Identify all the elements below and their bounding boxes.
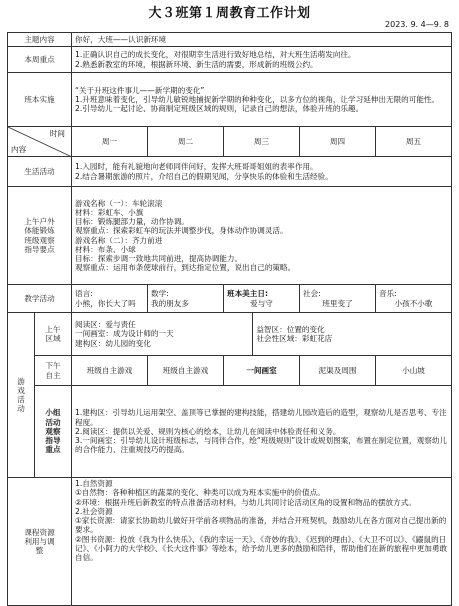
morning-label-line: 区域 bbox=[45, 334, 61, 343]
area-item: 一间画室：成为设计师的一天 bbox=[75, 329, 174, 339]
resources-label-line: 整 bbox=[35, 546, 44, 556]
life-line: 2.结合暑期旅游的照片，介绍自己的假期见闻，分享快乐的体验和生活经验。 bbox=[75, 171, 333, 181]
life-line: 1.入园时，能有礼貌地向老师同伴问好，发挥大班哥哥姐姐的表率作用。 bbox=[75, 162, 318, 172]
teaching-content: 班里变了 bbox=[322, 298, 353, 308]
group-focus-label-line: 指导 bbox=[45, 436, 61, 446]
row-focus bbox=[8, 47, 452, 73]
outdoor-label-line: 指导要点 bbox=[24, 244, 55, 254]
morning-areas-left bbox=[72, 313, 253, 355]
resources-line: 1.自然资源 bbox=[75, 479, 113, 488]
outdoor-label-line: 班级观察 bbox=[24, 235, 55, 245]
teaching-thu bbox=[300, 285, 376, 313]
focus-line: 2.熟悉新教室的环境，根据新环境、新生活的需要，形成新的班级公约。 bbox=[75, 59, 318, 69]
area-item: 建构区：幼儿园的变化 bbox=[75, 338, 151, 348]
class-impl-line: “关于升班这件事儿——新学期的变化” bbox=[75, 85, 205, 95]
row-games-focus bbox=[8, 386, 452, 478]
teaching-content: 我的朋友多 bbox=[151, 298, 189, 308]
area-item: 阅读区：爱与责任 bbox=[75, 320, 136, 330]
group-focus-line: 3.一间画室：引导幼儿设计班级标志，与同伴合作，绘“班级规则”设计或规划图案，布置在制定位置，观察幼儿的合作能力、注重规技巧的提高。 bbox=[75, 436, 448, 455]
outdoor-line: 观察重点：运用布条使球前行，到达指定位置，说出自己的策略。 bbox=[75, 263, 296, 273]
time-content-corner bbox=[8, 127, 72, 157]
group-focus-label bbox=[35, 386, 72, 478]
area-item: 社会性区域：彩虹花店 bbox=[256, 334, 333, 343]
outdoor-line: 材料：布条、小球 bbox=[75, 244, 136, 254]
row-games-afternoon bbox=[8, 356, 452, 386]
row-life bbox=[8, 157, 452, 187]
teaching-wed bbox=[224, 285, 300, 313]
day-header-wed: 周三 bbox=[224, 127, 300, 157]
theme-label: 主题内容 bbox=[8, 33, 72, 47]
outdoor-label bbox=[8, 187, 72, 285]
teaching-content: 小熊，你长大了吗 bbox=[75, 298, 136, 308]
resources-label-line: 课程资源 bbox=[24, 527, 55, 537]
outdoor-line: 观察重点：探索彩虹车的玩法并调整步伐，身体动作协调灵活。 bbox=[75, 226, 288, 236]
focus-line: 1.正确认识自己的成长变化，对很期幸生活进行致好地总结，对大班生活萌发向往。 bbox=[75, 50, 356, 60]
life-label: 生活活动 bbox=[8, 157, 72, 187]
morning-areas bbox=[72, 313, 452, 356]
row-teaching bbox=[8, 285, 452, 313]
focus-text bbox=[72, 47, 452, 73]
resources-line: 2.社会资源 bbox=[75, 506, 113, 516]
day-header-thu: 周四 bbox=[300, 127, 376, 157]
weekly-plan-table bbox=[7, 32, 452, 606]
time-label: 时间 bbox=[49, 129, 65, 138]
day-header-mon: 周一 bbox=[72, 127, 148, 157]
morning-areas-split bbox=[72, 313, 451, 355]
outdoor-line: 游戏名称（二）：齐力前进 bbox=[75, 235, 163, 245]
afternoon-fri: 小山坡 bbox=[376, 356, 452, 386]
outdoor-line: 游戏名称（一）：车轮滚滚 bbox=[75, 198, 163, 208]
teaching-subject: 音乐: bbox=[379, 289, 397, 299]
resources-text bbox=[72, 478, 452, 606]
teaching-mon bbox=[72, 285, 148, 313]
resources-label-line: 利用与调 bbox=[24, 536, 55, 546]
morning-label bbox=[35, 313, 72, 356]
outdoor-label-line: 上午户外 bbox=[24, 217, 55, 226]
row-class-impl bbox=[8, 73, 452, 127]
outdoor-label-line: 体能锻炼 bbox=[24, 226, 55, 236]
teaching-fri bbox=[376, 285, 452, 313]
focus-label: 本周重点 bbox=[8, 47, 72, 73]
outdoor-line: 目标：锻炼腿部力量，动作协调。 bbox=[75, 217, 189, 226]
afternoon-mon: 班级自主游戏 bbox=[72, 356, 148, 386]
page-title: 大３班第１周教育工作计划 bbox=[148, 6, 311, 21]
games-group-label-char: 游 bbox=[17, 376, 25, 386]
day-header-fri: 周五 bbox=[376, 127, 452, 157]
group-focus-text bbox=[72, 386, 452, 478]
afternoon-label-line: 自主 bbox=[45, 370, 61, 380]
resources-line: ①家长资源：请家长协助幼儿做好开学前各项物品的准备，并结合开班契机，鼓励幼儿在各方面对自己提出新的要求。 bbox=[75, 516, 447, 535]
group-focus-line: 2.阅读区：提供以关爱、规则为核心的绘本，让幼儿在阅读中体验责任和义务。 bbox=[75, 426, 341, 436]
theme-text: 你好，大班——认识新环境 bbox=[72, 33, 452, 47]
group-focus-label-line: 活动 bbox=[45, 417, 61, 427]
resources-line: ②图书资源：投放《我为什么快乐》、《我的幸运一天》、《奇妙的我》、《迟到的理由》、《大卫不可以》、《鼹鼠的日记》、《小阿力的大学校》、《长大这件事》等绘本，给予幼儿更多的鼓励和陪伴，帮助他们在新的旅程中更加勇敢自信。 bbox=[75, 534, 448, 562]
teaching-tue bbox=[148, 285, 224, 313]
morning-areas-right bbox=[253, 313, 451, 355]
outdoor-line: 目标：探索步调一致地共同前进，提高协调能力。 bbox=[75, 254, 243, 263]
group-focus-line: 1.建构区：引导幼儿运用架空、盖顶等已掌握的建构技能，搭建幼儿园改造后的造型，观察幼儿是否思考、专注程度。 bbox=[75, 408, 447, 427]
area-item: 益智区：位置的变化 bbox=[256, 324, 325, 334]
day-header-tue: 周二 bbox=[148, 127, 224, 157]
teaching-label: 教学活动 bbox=[8, 285, 72, 313]
afternoon-wed: 一间画室 bbox=[224, 356, 300, 386]
afternoon-thu: 泥渠及周围 bbox=[300, 356, 376, 386]
class-impl-line: 2.引导幼儿一起讨论、协商制定班级区域的规则，记录自己的想法，体验升班的乐趣。 bbox=[75, 104, 364, 114]
class-impl-line: 1.升班意味着变化，引导幼儿敏锐地捕捉新学期的种种变化，以多方位的视角，让学习延伸出无限的可能性。 bbox=[75, 94, 440, 104]
life-text bbox=[72, 157, 452, 187]
morning-label-line: 上午 bbox=[45, 324, 61, 334]
group-focus-label-line: 重点 bbox=[45, 445, 61, 455]
resources-line: ②环境：根据升班后新教室的特点准备活动材料，与幼儿共同讨论活动区角的设置和物品的摆放方式。 bbox=[75, 497, 416, 507]
teaching-content: 小孩不小歌 bbox=[394, 298, 433, 308]
teaching-content: 爱与守 bbox=[250, 298, 273, 308]
outdoor-line: 材料：彩虹车、小旗 bbox=[75, 207, 144, 217]
games-group-label bbox=[8, 313, 35, 478]
afternoon-label bbox=[35, 356, 72, 386]
date-range: 2023. 9. 4—9. 8 bbox=[385, 20, 449, 29]
row-games-morning bbox=[8, 313, 452, 356]
class-impl-label: 班本实施 bbox=[8, 73, 72, 127]
games-group-label-char: 动 bbox=[17, 404, 25, 414]
afternoon-label-line: 下午 bbox=[45, 361, 61, 371]
teaching-subject: 语言: bbox=[75, 289, 93, 299]
content-label: 内容 bbox=[11, 144, 27, 154]
teaching-subject: 数学: bbox=[151, 289, 169, 299]
resources-label bbox=[8, 478, 72, 606]
group-focus-label-line: 小组 bbox=[45, 408, 61, 418]
row-week-header bbox=[8, 127, 452, 157]
games-group-label-char: 戏 bbox=[17, 385, 25, 395]
afternoon-tue: 班级自主游戏 bbox=[148, 356, 224, 386]
group-focus-label-line: 观察 bbox=[45, 426, 61, 436]
row-outdoor bbox=[8, 187, 452, 285]
teaching-subject: 社会: bbox=[303, 289, 321, 299]
class-impl-text bbox=[72, 73, 452, 127]
games-group-label-char: 活 bbox=[17, 395, 25, 404]
outdoor-text bbox=[72, 187, 452, 285]
row-resources bbox=[8, 478, 452, 606]
teaching-subject: 班本美主日: bbox=[227, 289, 269, 299]
resources-line: ①自然物：各种种植区的蔬菜的变化、种类可以成为班本实施中的价值点。 bbox=[75, 488, 325, 498]
row-theme bbox=[8, 33, 452, 47]
